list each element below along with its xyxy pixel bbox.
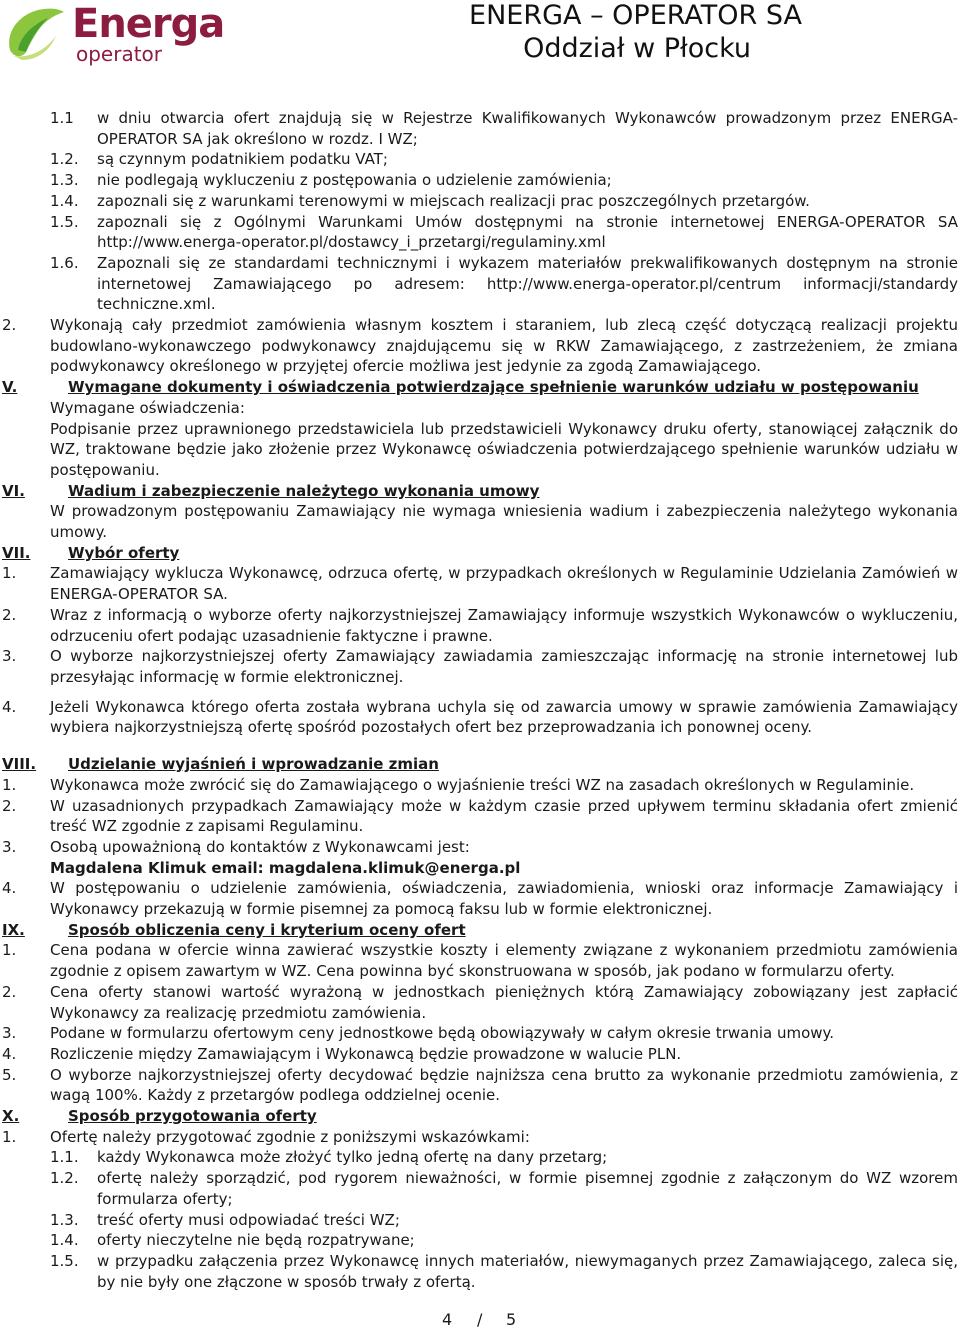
section-heading: V. Wymagane dokumenty i oświadczenia potwierdzające spełnienie warunków udziału w postępowaniu — [2, 378, 919, 397]
paragraph: W prowadzonym postępowaniu Zamawiający nie wymaga wniesienia wadium i zabezpieczenia należytego wykonania umowy. — [50, 502, 958, 542]
list-item: 1.3. nie podlegają wykluczeniu z postępowania o udzielenie zamówienia; — [50, 171, 612, 190]
list-item: 1.5. w przypadku załączenia przez Wykonawcę innych materiałów, niewymaganych przez Zamawiającego, zaleca się, by nie były one złączone w sposób trwały z ofertą. — [50, 1251, 958, 1291]
section-heading: VIII. Udzielanie wyjaśnień i wprowadzanie zmian — [2, 755, 439, 774]
list-item: 2. Cena oferty stanowi wartość wyrażoną w jednostkach pieniężnych którą Zamawiający zobowiązany jest zapłacić Wykonawcy za realizację przedmiotu zamówienia. — [2, 982, 958, 1022]
section-heading: VII. Wybór oferty — [2, 543, 180, 562]
list-item: 2. Wraz z informacją o wyborze oferty najkorzystniejszej Zamawiający informuje wszystkich Wykonawców o wykluczeniu, odrzuceniu ofert podając uzasadnienie faktyczne i prawne. — [2, 605, 958, 645]
list-item: 1.1. każdy Wykonawca może złożyć tylko jedną ofertę na dany przetarg; — [50, 1148, 608, 1167]
list-item: 5. O wyborze najkorzystniejszej oferty decydować będzie najniższa cena brutto za wykonanie przedmiotu zamówienia, z wagą 100%. Każdy z przetargów podlega oddzielnej ocenie. — [2, 1065, 958, 1105]
document-body — [0, 108, 958, 1292]
paragraph: Podpisanie przez uprawnionego przedstawiciela lub przedstawicieli Wykonawcy druku oferty, stanowiącej załącznik do WZ, traktowane będzie jako złożenie przez Wykonawcę oświadczenia potwierdzającego spełnienie warunków udziału w postępowaniu. — [50, 419, 958, 479]
logo-subtitle: operator — [76, 42, 163, 66]
list-item: 3. O wyborze najkorzystniejszej oferty Zamawiający zawiadamia zamieszczając informację na stronie internetowej lub przesyłając informację w formie elektronicznej. — [2, 647, 958, 686]
list-item: 1.6. Zapoznali się ze standardami technicznymi i wykazem materiałów prekwalifikowanych dostępnym na stronie internetowej Zamawiającego po adresem: http://www.energa-operator.pl/centrum informacji/standardy techniczne.xml. — [50, 253, 958, 314]
total-pages: 5 — [506, 1310, 517, 1329]
list-item: 1.3. treść oferty musi odpowiadać treści WZ; — [50, 1210, 400, 1229]
energa-logo — [4, 1, 225, 68]
contact-person: Magdalena Klimuk email: magdalena.klimuk@energa.pl — [50, 858, 521, 877]
section-heading: VI. Wadium i zabezpieczenie należytego wykonania umowy — [2, 481, 540, 500]
logo-name: Energa — [72, 1, 225, 47]
list-item: 1.2. ofertę należy sporządzić, pod rygorem nieważności, w formie pisemnej zgodnie z załączonym do WZ wzorem formularza oferty; — [50, 1169, 958, 1208]
leaf-icon — [4, 6, 68, 62]
list-item: 1.5. zapoznali się z Ogólnymi Warunkami Umów dostępnymi na stronie internetowej ENERGA-OPERATOR SA http://www.energa-operator.pl/dostawcy_i_przetargi/regulaminy.xml — [50, 212, 958, 252]
list-item: 3. Osobą upoważnioną do kontaktów z Wykonawcami jest: — [2, 837, 470, 856]
list-item: 1. Cena podana w ofercie winna zawierać wszystkie koszty i elementy związane z wykonaniem przedmiotu zamówienia zgodnie z opisem zawartym w WZ. Cena powinna być skonstruowana w sposób, jak podano w formularzu oferty. — [2, 941, 958, 981]
section-heading: IX. Sposób obliczenia ceny i kryterium oceny ofert — [2, 920, 466, 939]
list-item: 1.4. oferty nieczytelne nie będą rozpatrywane; — [50, 1231, 415, 1250]
list-item: 1.4. zapoznali się z warunkami terenowymi w miejscach realizacji prac poszczególnych przetargów. — [50, 191, 810, 210]
page-separator: / — [477, 1310, 483, 1329]
company-name: ENERGA – OPERATOR SA — [469, 0, 802, 31]
list-item: 1. Ofertę należy przygotować zgodnie z poniższymi wskazówkami: — [2, 1127, 530, 1146]
list-item: 1.1 w dniu otwarcia ofert znajdują się w Rejestrze Kwalifikowanych Wykonawców prowadzonym przez ENERGA-OPERATOR SA jak określono w rozdz. I WZ; — [50, 109, 958, 148]
paragraph: Wymagane oświadczenia: — [50, 398, 245, 417]
list-item: 1. Zamawiający wyklucza Wykonawcę, odrzuca ofertę, w przypadkach określonych w Regulaminie Udzielania Zamówień w ENERGA-OPERATOR SA. — [2, 564, 958, 604]
section-heading: X. Sposób przygotowania oferty — [2, 1107, 317, 1126]
list-item: 4. W postępowaniu o udzielenie zamówienia, oświadczenia, zawiadomienia, wnioski oraz informacje Zamawiający i Wykonawcy przekazują w formie pisemnej za pomocą faksu lub w formie elektronicznej. — [2, 879, 958, 919]
list-item: 1.2. są czynnym podatnikiem podatku VAT; — [50, 150, 388, 169]
company-branch: Oddział w Płocku — [523, 33, 751, 64]
list-item: 1. Wykonawca może zwrócić się do Zamawiającego o wyjaśnienie treści WZ na zasadach określonych w Regulaminie. — [2, 775, 915, 794]
list-item: 4. Jeżeli Wykonawca którego oferta została wybrana uchyla się od zawarcia umowy w sprawie zamówienia Zamawiający wybiera najkorzystniejszą ofertę spośród pozostałych ofert bez przeprowadzania ich ponownej oceny. — [2, 697, 958, 737]
list-item: 2. Wykonają cały przedmiot zamówienia własnym kosztem i staraniem, lub zlecą część dotyczącą realizacji projektu budowlano-wykonawczego podwykonawcy znajdującemu się w RKW Zamawiającego, z zastrzeżeniem, że zmiana podwykonawcy określonego w przyjętej ofercie możliwa jest jedynie za zgodą Zamawiającego. — [2, 316, 958, 376]
current-page: 4 — [442, 1310, 453, 1329]
page-header — [0, 0, 960, 100]
list-item: 2. W uzasadnionych przypadkach Zamawiający może w każdym czasie przed upływem terminu składania ofert zmienić treść WZ zgodnie z zapisami Regulaminu. — [2, 796, 958, 836]
list-item: 3. Podane w formularzu ofertowym ceny jednostkowe będą obowiązywały w całym okresie trwania umowy. — [2, 1024, 835, 1043]
list-item: 4. Rozliczenie między Zamawiającym i Wykonawcą będzie prowadzone w walucie PLN. — [2, 1044, 682, 1063]
